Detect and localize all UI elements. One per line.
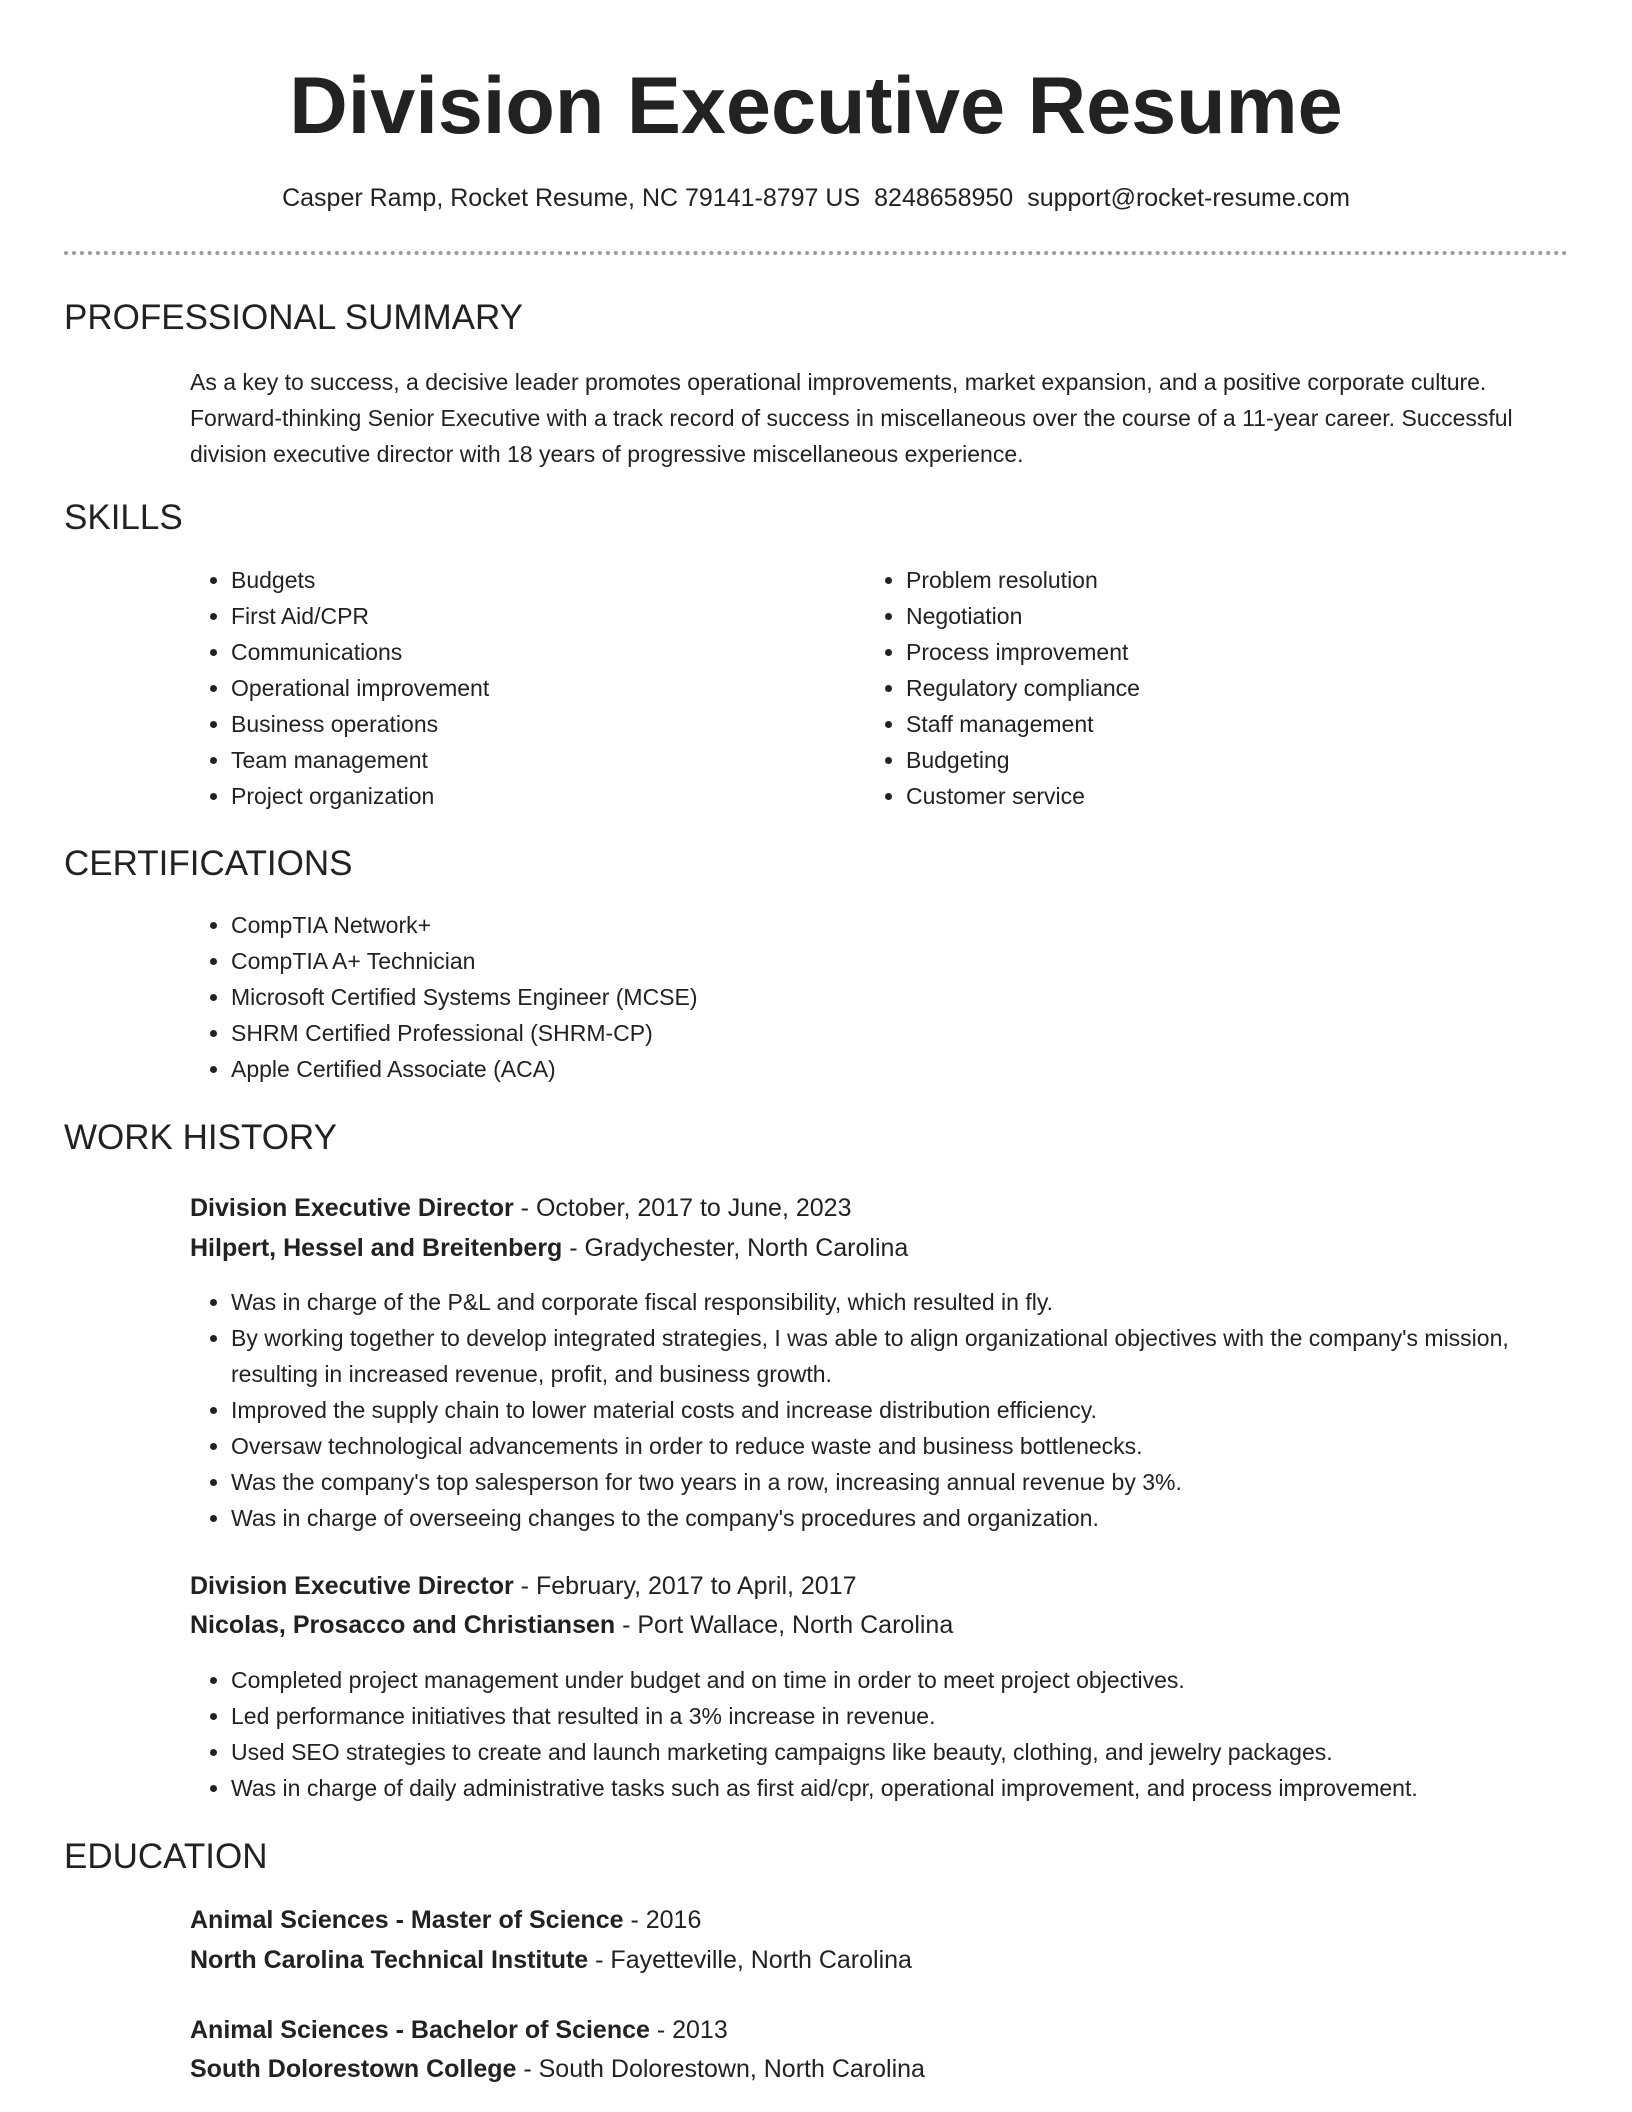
job-company-line xyxy=(190,1607,953,1643)
certification-item: • CompTIA A+ Technician xyxy=(231,943,1231,979)
skill-item: • Customer service xyxy=(906,778,1506,814)
summary-text: As a key to success, a decisive leader promotes operational improvements, market expansion, and a positive corporate culture. Forward-thinking Senior Executive with a track record of success in miscellaneous over the course of a 11-year career. Successful division executive director with 18 years of progressive miscellaneous experience. xyxy=(190,369,1513,467)
education-school-line xyxy=(190,2051,925,2087)
job-location: - Port Wallace, North Carolina xyxy=(615,1611,954,1639)
education-degree: Animal Sciences - Master of Science xyxy=(190,1906,624,1934)
job-dates: - October, 2017 to June, 2023 xyxy=(513,1194,852,1222)
skills-list-left xyxy=(187,562,831,814)
contact-phone: 8248658950 xyxy=(874,184,1014,212)
education-degree-line xyxy=(190,1902,701,1938)
job-location: - Gradychester, North Carolina xyxy=(562,1234,909,1262)
job-bullet: • By working together to develop integrated strategies, I was able to align organizational objectives with the company's mission, resulting in increased revenue, profit, and business growth. xyxy=(231,1320,1581,1392)
skill-item: • Budgets xyxy=(231,562,831,598)
certifications-list xyxy=(187,907,1231,1087)
education-location: - Fayetteville, North Carolina xyxy=(588,1946,912,1974)
contact-address: Casper Ramp, Rocket Resume, NC 79141-8797 US xyxy=(282,184,861,212)
education-degree: Animal Sciences - Bachelor of Science xyxy=(190,2016,650,2044)
skill-item: • First Aid/CPR xyxy=(231,598,831,634)
job-bullets xyxy=(187,1662,1611,1806)
job-title-line xyxy=(190,1568,857,1604)
job-bullet: • Improved the supply chain to lower material costs and increase distribution efficiency. xyxy=(231,1392,1581,1428)
job-title: Division Executive Director xyxy=(190,1572,514,1600)
education-degree-line xyxy=(190,2012,728,2048)
skill-item: • Regulatory compliance xyxy=(906,670,1506,706)
certification-item: • CompTIA Network+ xyxy=(231,907,1231,943)
skill-item: • Team management xyxy=(231,742,831,778)
job-company: Hilpert, Hessel and Breitenberg xyxy=(190,1234,563,1262)
skill-item: • Staff management xyxy=(906,706,1506,742)
skill-item: • Process improvement xyxy=(906,634,1506,670)
job-bullet: • Completed project management under budget and on time in order to meet project objectives. xyxy=(231,1662,1611,1698)
skill-item: • Budgeting xyxy=(906,742,1506,778)
education-year: - 2016 xyxy=(623,1906,702,1934)
education-school-line xyxy=(190,1942,912,1978)
education-school: South Dolorestown College xyxy=(190,2055,517,2083)
certification-item: • SHRM Certified Professional (SHRM-CP) xyxy=(231,1015,1231,1051)
education-year: - 2013 xyxy=(649,2016,728,2044)
job-bullet: • Was the company's top salesperson for two years in a row, increasing annual revenue by 3%. xyxy=(231,1464,1581,1500)
skills-list-right xyxy=(862,562,1506,814)
header-divider xyxy=(64,251,1568,255)
job-title-line xyxy=(190,1190,851,1226)
job-title: Division Executive Director xyxy=(190,1194,514,1222)
education-school: North Carolina Technical Institute xyxy=(190,1946,589,1974)
skill-item: • Operational improvement xyxy=(231,670,831,706)
skill-item: • Project organization xyxy=(231,778,831,814)
job-bullet: • Was in charge of overseeing changes to the company's procedures and organization. xyxy=(231,1500,1581,1536)
job-company-line xyxy=(190,1230,908,1266)
skill-item: • Negotiation xyxy=(906,598,1506,634)
job-dates: - February, 2017 to April, 2017 xyxy=(513,1572,857,1600)
skill-item: • Problem resolution xyxy=(906,562,1506,598)
job-bullet: • Led performance initiatives that resulted in a 3% increase in revenue. xyxy=(231,1698,1611,1734)
skills-heading: SKILLS xyxy=(64,498,183,537)
education-location: - South Dolorestown, North Carolina xyxy=(516,2055,925,2083)
certifications-heading: CERTIFICATIONS xyxy=(64,844,353,883)
job-bullet: • Was in charge of the P&L and corporate fiscal responsibility, which resulted in fly. xyxy=(231,1284,1581,1320)
summary-heading: PROFESSIONAL SUMMARY xyxy=(64,298,523,337)
job-company: Nicolas, Prosacco and Christiansen xyxy=(190,1611,616,1639)
education-heading: EDUCATION xyxy=(64,1837,268,1876)
resume-title: Division Executive Resume xyxy=(289,61,1343,151)
job-bullet: • Oversaw technological advancements in order to reduce waste and business bottlenecks. xyxy=(231,1428,1581,1464)
certification-item: • Microsoft Certified Systems Engineer (MCSE) xyxy=(231,979,1231,1015)
skill-item: • Business operations xyxy=(231,706,831,742)
work-history-heading: WORK HISTORY xyxy=(64,1118,337,1157)
job-bullet: • Used SEO strategies to create and launch marketing campaigns like beauty, clothing, and jewelry packages. xyxy=(231,1734,1611,1770)
job-bullets xyxy=(187,1284,1581,1536)
job-bullet: • Was in charge of daily administrative tasks such as first aid/cpr, operational improvement, and process improvement. xyxy=(231,1770,1611,1806)
skill-item: • Communications xyxy=(231,634,831,670)
contact-line xyxy=(0,182,1632,214)
certification-item: • Apple Certified Associate (ACA) xyxy=(231,1051,1231,1087)
contact-email: support@rocket-resume.com xyxy=(1027,184,1350,212)
